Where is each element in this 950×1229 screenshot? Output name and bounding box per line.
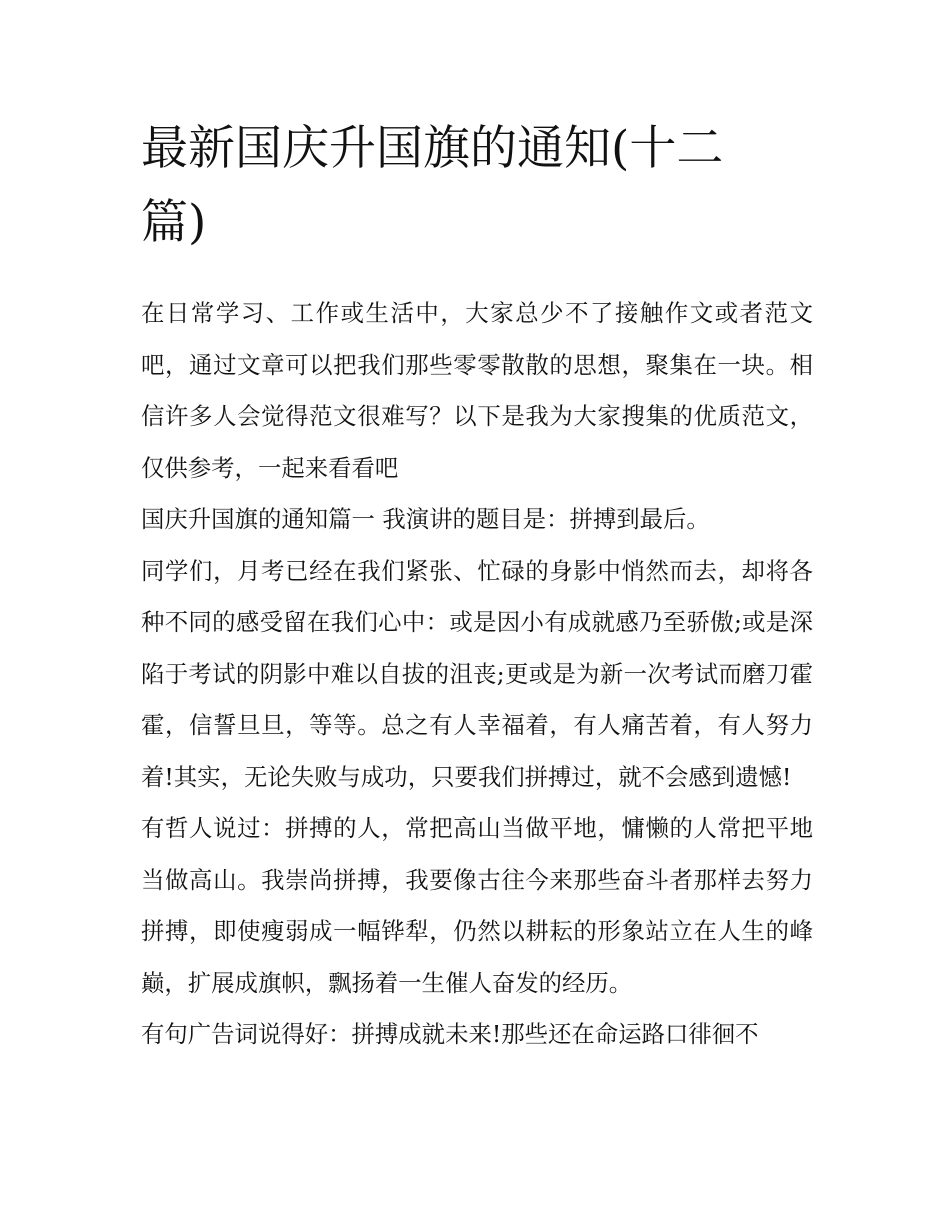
- document-body: [141, 288, 813, 1061]
- paragraph-philosopher: 有哲人说过：拼搏的人，常把高山当做平地，慵懒的人常把平地当做高山。我崇尚拼搏，我要像古往今来那些奋斗者那样去努力拼搏，即使瘦弱成一幅铧犁，仍然以耕耘的形象站立在人生的峰巅，扩展成旗帜，飘扬着一生催人奋发的经历。: [141, 814, 813, 997]
- paragraph-intro: 在日常学习、工作或生活中，大家总少不了接触作文或者范文吧，通过文章可以把我们那些零零散散的思想，聚集在一块。相信许多人会觉得范文很难写？以下是我为大家搜集的优质范文，仅供参考，一起来看看吧: [141, 299, 813, 482]
- document-content: [141, 112, 813, 1061]
- paragraph-exam: 同学们，月考已经在我们紧张、忙碌的身影中悄然而去，却将各种不同的感受留在我们心中：或是因小有成就感乃至骄傲;或是深陷于考试的阴影中难以自拔的沮丧;更或是为新一次考试而磨刀霍霍，信誓旦旦，等等。总之有人幸福着，有人痛苦着，有人努力着!其实，无论失败与成功，只要我们拼搏过，就不会感到遗憾!: [141, 556, 813, 791]
- paragraph-speech-topic: 国庆升国旗的通知篇一 我演讲的题目是：拼搏到最后。: [141, 505, 710, 533]
- document-title: 最新国庆升国旗的通知(十二篇): [141, 121, 724, 250]
- paragraph-slogan: 有句广告词说得好：拼搏成就未来!那些还在命运路口徘徊不: [141, 1020, 759, 1048]
